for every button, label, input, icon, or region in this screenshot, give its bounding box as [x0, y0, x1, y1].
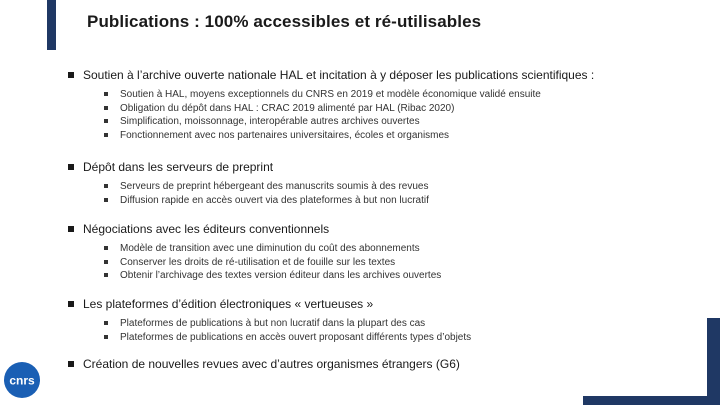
section-heading-text: Négociations avec les éditeurs conventionnels [83, 222, 330, 236]
title-accent-bar [47, 0, 56, 50]
section-heading [68, 68, 594, 83]
cnrs-logo [3, 361, 41, 399]
list-item-text: Serveurs de preprint hébergeant des manuscrits soumis à des revues [120, 181, 429, 192]
list-item-text: Plateformes de publications à but non lucratif dans la plupart des cas [120, 318, 426, 329]
square-bullet-icon [104, 260, 108, 264]
section-preprint [68, 160, 429, 207]
list-item [104, 269, 441, 283]
list-item [104, 180, 429, 194]
list-item [104, 256, 441, 270]
list-item [104, 102, 594, 116]
list-item-text: Obligation du dépôt dans HAL : CRAC 2019 alimenté par HAL (Ribac 2020) [120, 102, 455, 114]
list-item-text: Conserver les droits de ré-utilisation et de fouille sur les textes [120, 256, 396, 268]
square-bullet-icon [68, 301, 74, 307]
logo-text: cnrs [9, 373, 35, 388]
square-bullet-icon [104, 321, 108, 325]
list-item [104, 317, 471, 331]
square-bullet-icon [68, 226, 74, 232]
section-heading [68, 357, 460, 372]
section-heading-text: Soutien à l’archive ouverte nationale HAL et incitation à y déposer les publications scientifiques : [83, 68, 595, 82]
list-item [104, 194, 429, 208]
section-heading-text: Les plateformes d’édition électroniques « vertueuses » [83, 297, 374, 311]
list-item [104, 88, 594, 102]
list-item-text: Obtenir l’archivage des textes version éditeur dans les archives ouvertes [120, 270, 442, 281]
list-item [104, 115, 594, 129]
list-item-text: Modèle de transition avec une diminution du coût des abonnements [120, 243, 420, 254]
section-heading-text: Création de nouvelles revues avec d’autres organismes étrangers (G6) [83, 357, 460, 371]
list-item-text: Plateformes de publications en accès ouvert proposant différents types d’objets [120, 331, 472, 343]
square-bullet-icon [104, 246, 108, 250]
square-bullet-icon [104, 184, 108, 188]
section-heading-text: Dépôt dans les serveurs de preprint [83, 160, 274, 174]
slide-title: Publications : 100% accessibles et ré-utilisables [87, 12, 482, 31]
sub-list [104, 242, 441, 283]
square-bullet-icon [68, 72, 74, 78]
list-item-text: Soutien à HAL, moyens exceptionnels du CNRS en 2019 et modèle économique validé ensuite [120, 89, 541, 100]
section-hal [68, 68, 594, 142]
square-bullet-icon [68, 361, 74, 367]
section-new-journals [68, 357, 460, 372]
sub-list [104, 88, 594, 142]
list-item [104, 242, 441, 256]
list-item-text: Fonctionnement avec nos partenaires universitaires, écoles et organismes [120, 129, 450, 141]
square-bullet-icon [104, 198, 108, 202]
corner-accent-bar [707, 318, 720, 405]
square-bullet-icon [104, 273, 108, 277]
square-bullet-icon [104, 92, 108, 96]
section-negotiations [68, 222, 441, 283]
square-bullet-icon [104, 106, 108, 110]
section-heading [68, 160, 429, 175]
square-bullet-icon [104, 335, 108, 339]
square-bullet-icon [68, 164, 74, 170]
square-bullet-icon [104, 133, 108, 137]
sub-list [104, 180, 429, 207]
sub-list [104, 317, 471, 344]
section-platforms [68, 297, 471, 344]
list-item-text: Diffusion rapide en accès ouvert via des plateformes à but non lucratif [120, 194, 429, 206]
list-item [104, 331, 471, 345]
corner-accent-strip [583, 396, 707, 405]
section-heading [68, 222, 441, 237]
section-heading [68, 297, 471, 312]
square-bullet-icon [104, 119, 108, 123]
list-item-text: Simplification, moissonnage, interopérable autres archives ouvertes [120, 116, 420, 127]
list-item [104, 129, 594, 143]
